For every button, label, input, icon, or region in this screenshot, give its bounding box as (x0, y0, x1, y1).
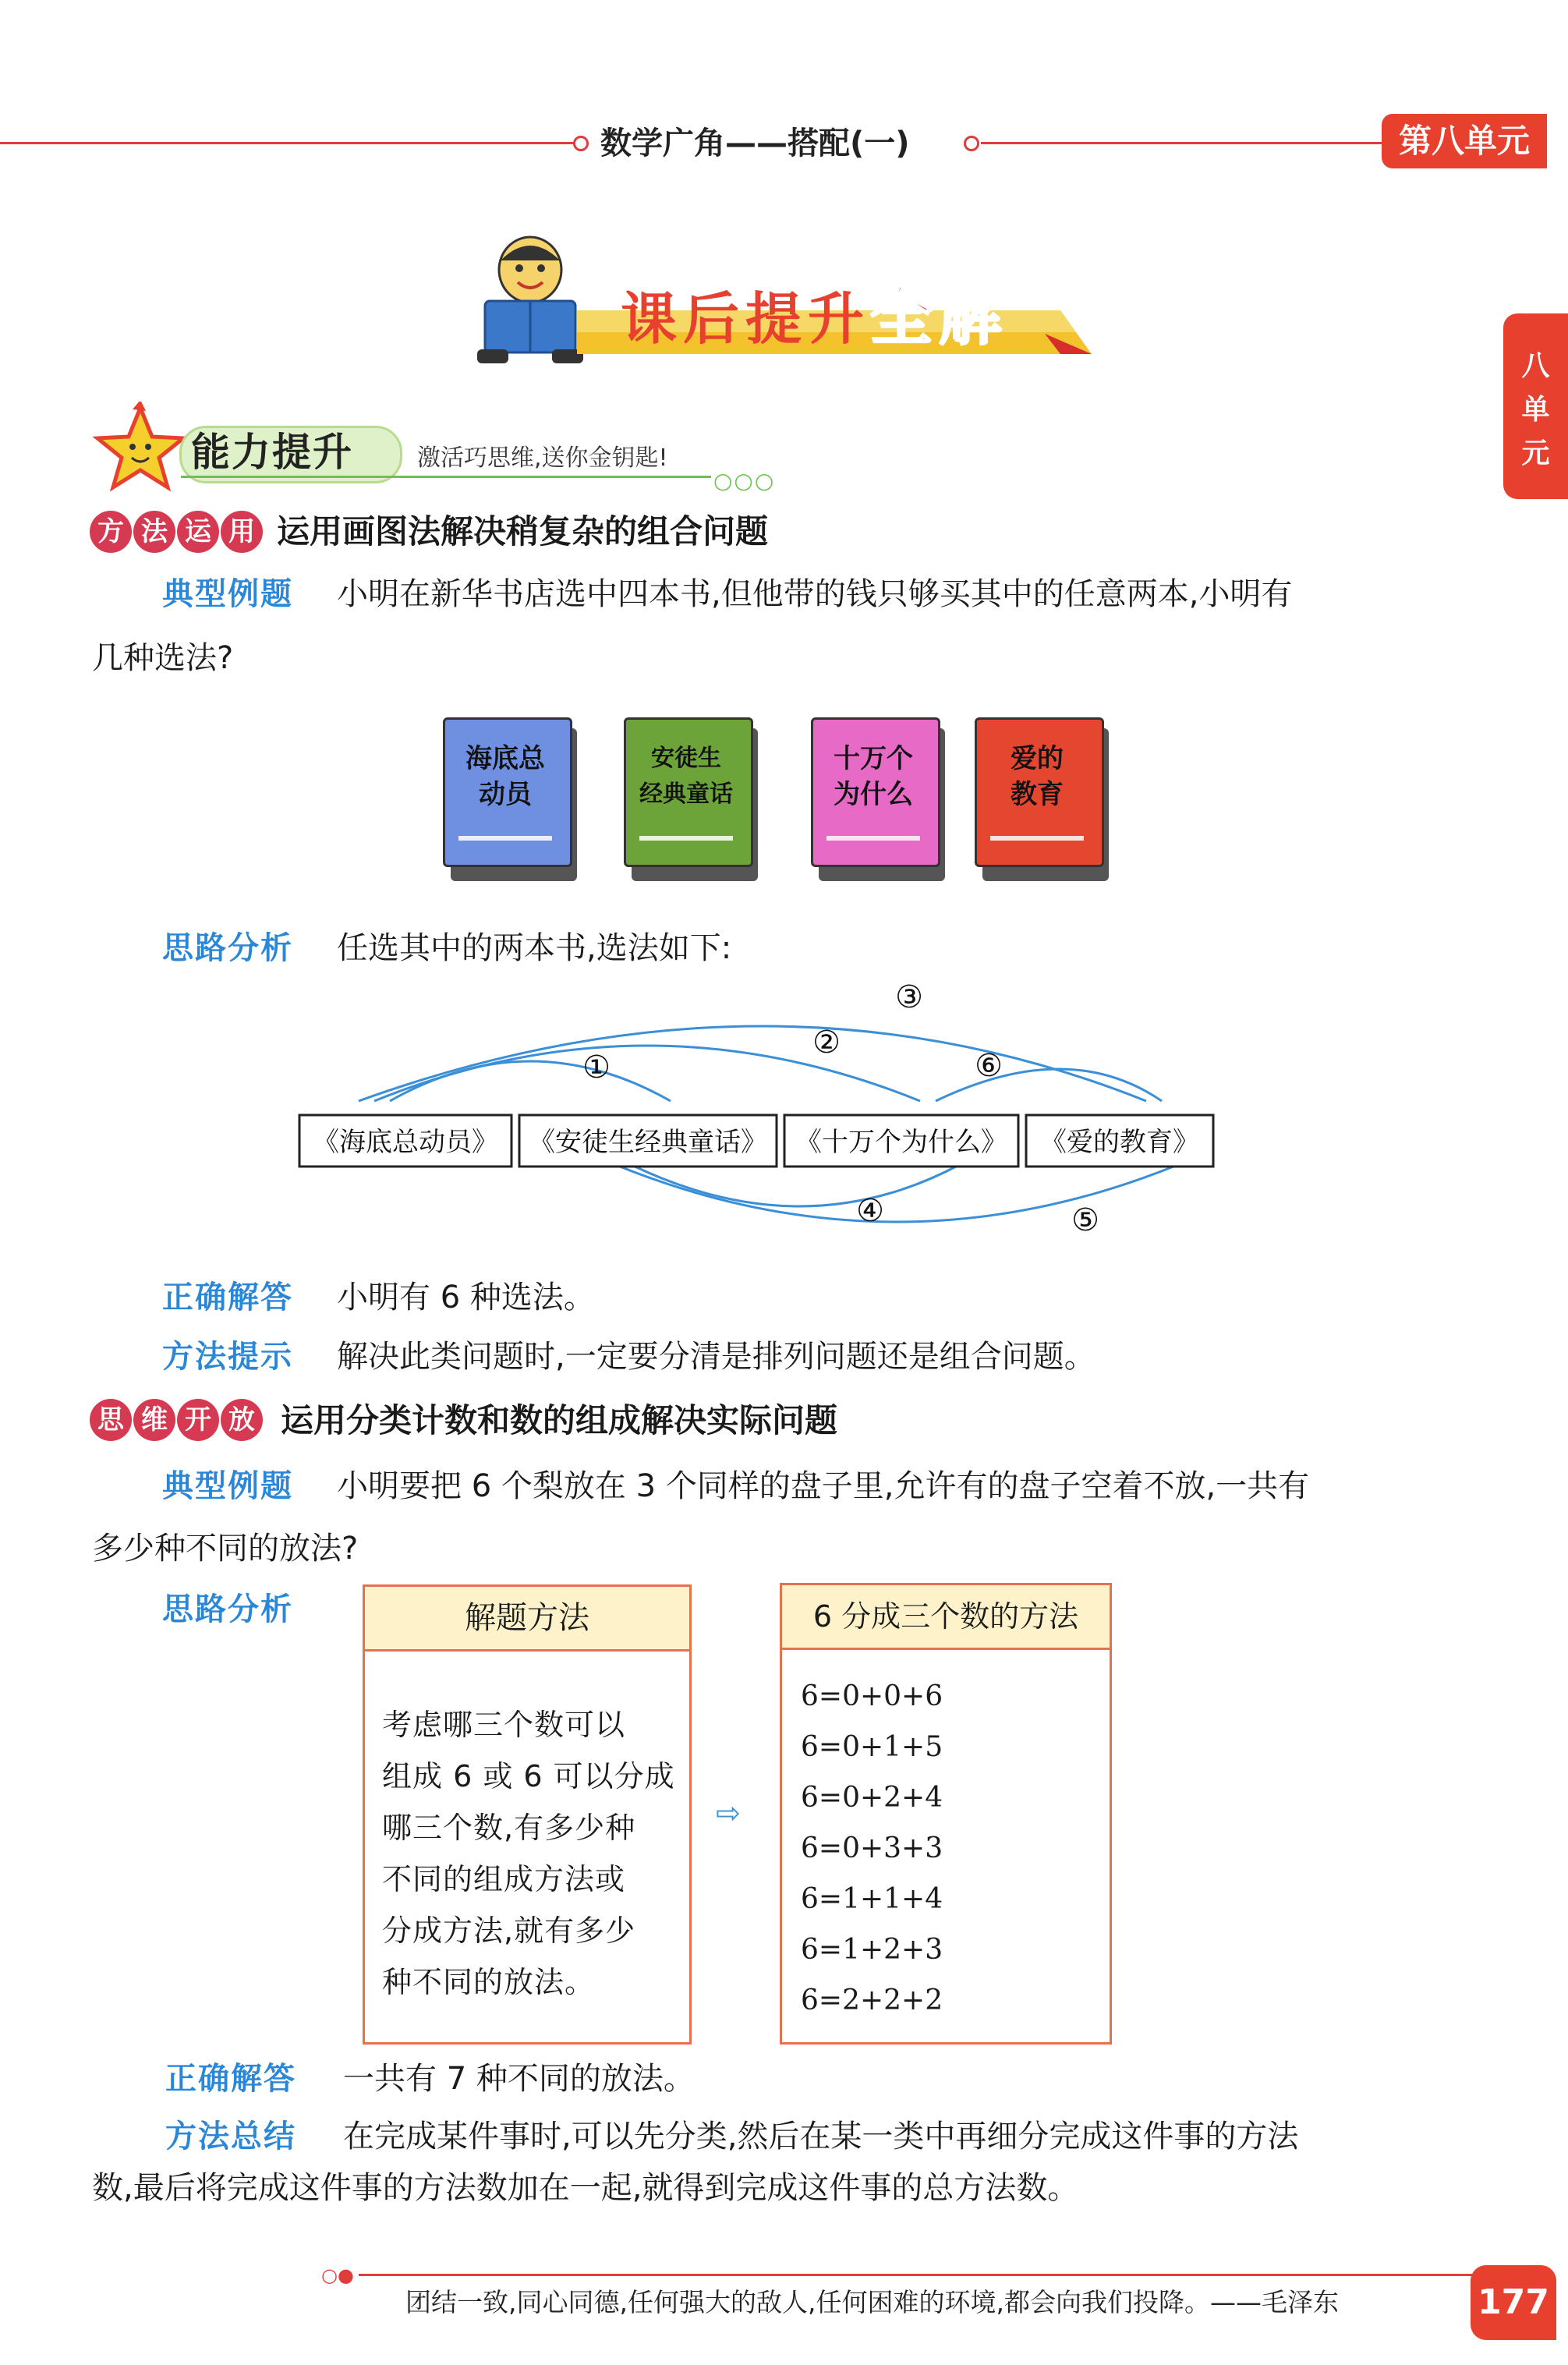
side-tab (1503, 313, 1568, 499)
section1-answer-label: 正确解答 (162, 1280, 293, 1315)
section1-example-line2: 几种选法? (92, 640, 234, 676)
banner-title-part2: 全解 (870, 281, 1008, 353)
section1-tag-char: 法 (133, 511, 175, 553)
footer-rule (359, 2274, 1474, 2276)
method-line: 不同的组成方法或 (382, 1862, 626, 1896)
method-line: 考虑哪三个数可以 (382, 1708, 626, 1742)
section2-tag-char: 思 (90, 1399, 132, 1441)
side-tab-char: 八 (1521, 350, 1550, 382)
header-rule-dot-left (573, 136, 589, 151)
arrow-icon: ⇨ (716, 1796, 741, 1830)
banner-title (621, 282, 1007, 354)
page-number: 177 (1478, 2282, 1549, 2322)
split-equation: 6=1+2+3 (801, 1934, 943, 1966)
footer-dots: ○● (321, 2264, 354, 2286)
footer-quote: 团结一致,同心同德,任何强大的敌人,任何困难的环境,都会向我们投降。——毛泽东 (405, 2287, 1339, 2317)
section2-tag-char: 开 (177, 1399, 219, 1441)
ability-title: 能力提升 (191, 430, 353, 475)
book-card (975, 717, 1109, 881)
arc-mark: ④ (856, 1193, 884, 1229)
book-title-line: 动员 (479, 779, 532, 810)
section2-example-label: 典型例题 (162, 1468, 293, 1504)
header-rule-left (0, 142, 577, 144)
section2-answer-label: 正确解答 (165, 2061, 296, 2097)
section1-answer-text: 小明有 6 种选法。 (337, 1280, 595, 1315)
method-line: 种不同的放法。 (382, 1965, 596, 1999)
arc-mark: ② (812, 1025, 841, 1060)
arc-6 (936, 1069, 1162, 1101)
header-rule-right (981, 142, 1386, 144)
section1-example-label: 典型例题 (162, 576, 293, 612)
section2-tag-char: 维 (133, 1399, 175, 1441)
split-equation: 6=0+1+5 (801, 1731, 943, 1763)
arc-mark: ① (582, 1050, 611, 1085)
star-icon (90, 402, 191, 491)
section2-example-line2: 多少种不同的放法? (92, 1531, 359, 1567)
arc-3 (359, 1026, 1146, 1101)
book-title-line: 爱的 (1011, 743, 1064, 774)
section2-title: 运用分类计数和数的组成解决实际问题 (281, 1401, 838, 1439)
ability-underline-dots: ○○○ (713, 468, 776, 494)
section2-summary-line2: 数,最后将完成这件事的方法数加在一起,就得到完成这件事的总方法数。 (92, 2170, 1079, 2206)
section2-answer-text: 一共有 7 种不同的放法。 (343, 2061, 695, 2097)
method-line: 分成方法,就有多少 (382, 1914, 636, 1948)
book-card (811, 717, 945, 881)
page-number-badge (1471, 2265, 1556, 2340)
section2-analysis-label: 思路分析 (162, 1591, 293, 1627)
section1-tag-char: 方 (90, 511, 132, 553)
book-card (443, 717, 577, 881)
section1-hint-label: 方法提示 (162, 1339, 293, 1375)
banner-title-part1: 课后提升 (621, 286, 871, 352)
book-title-line: 教育 (1011, 779, 1064, 810)
section1-analysis-label: 思路分析 (162, 930, 293, 966)
section1-example-line1: 小明在新华书店选中四本书,但他带的钱只够买其中的任意两本,小明有 (337, 576, 1293, 612)
method-line: 组成 6 或 6 可以分成 (382, 1759, 675, 1793)
diagram-book-label: 《爱的教育》 (1040, 1127, 1199, 1158)
section1-tag-char: 运 (177, 511, 219, 553)
ability-underline (181, 476, 711, 478)
section2-summary-line1: 在完成某件事时,可以先分类,然后在某一类中再细分完成这件事的方法 (343, 2119, 1299, 2154)
section1-tag (90, 511, 263, 553)
diagram-book-label: 《十万个为什么》 (795, 1127, 1007, 1158)
header-rule-dot-right (964, 136, 979, 151)
reading-boy-icon (468, 232, 593, 373)
book-title-line: 十万个 (834, 743, 913, 774)
split-equation: 6=0+3+3 (801, 1832, 943, 1864)
section1-tag-char: 用 (221, 511, 263, 553)
diagram-book-label: 《安徒生经典童话》 (529, 1127, 767, 1158)
section2-tag-char: 放 (221, 1399, 263, 1441)
arc-mark: ⑥ (975, 1048, 1003, 1084)
method-box-title: 解题方法 (365, 1587, 689, 1652)
unit-badge-label: 第八单元 (1398, 122, 1530, 160)
section2-summary-label: 方法总结 (165, 2119, 296, 2154)
book-title-line: 经典童话 (639, 781, 733, 808)
diagram-book-label: 《海底总动员》 (313, 1127, 498, 1158)
method-box (363, 1584, 692, 2045)
section2-tag (90, 1399, 263, 1441)
split-equation: 6=0+2+4 (801, 1782, 943, 1814)
book-title-line: 为什么 (834, 779, 913, 810)
split-equation: 6=2+2+2 (801, 1984, 943, 2016)
chapter-title: 数学广角——搭配(一) (600, 126, 910, 161)
side-tab-char: 单 (1521, 394, 1550, 426)
method-line: 哪三个数,有多少种 (382, 1811, 636, 1845)
arc-mark: ⑤ (1071, 1202, 1099, 1238)
arc-4 (632, 1165, 959, 1206)
unit-badge (1382, 114, 1547, 168)
book-title-line: 海底总 (465, 743, 545, 774)
arc-mark: ③ (895, 979, 923, 1015)
section1-hint-text: 解决此类问题时,一定要分清是排列问题还是组合问题。 (337, 1339, 1095, 1375)
split-equation: 6=0+0+6 (801, 1680, 943, 1712)
side-tab-char: 元 (1521, 437, 1550, 469)
split-box-title: 6 分成三个数的方法 (782, 1585, 1110, 1650)
section2-example-line1: 小明要把 6 个梨放在 3 个同样的盘子里,允许有的盘子空着不放,一共有 (337, 1468, 1310, 1504)
combination-arc-diagram (288, 975, 1271, 1255)
ability-slogan: 激活巧思维,送你金钥匙! (417, 444, 668, 472)
book-title-line: 安徒生 (651, 745, 721, 772)
section1-analysis-text: 任选其中的两本书,选法如下: (337, 930, 732, 966)
split-box (780, 1583, 1112, 2045)
section1-title: 运用画图法解决稍复杂的组合问题 (277, 512, 769, 551)
split-equation: 6=1+1+4 (801, 1883, 943, 1915)
book-card (624, 717, 758, 881)
